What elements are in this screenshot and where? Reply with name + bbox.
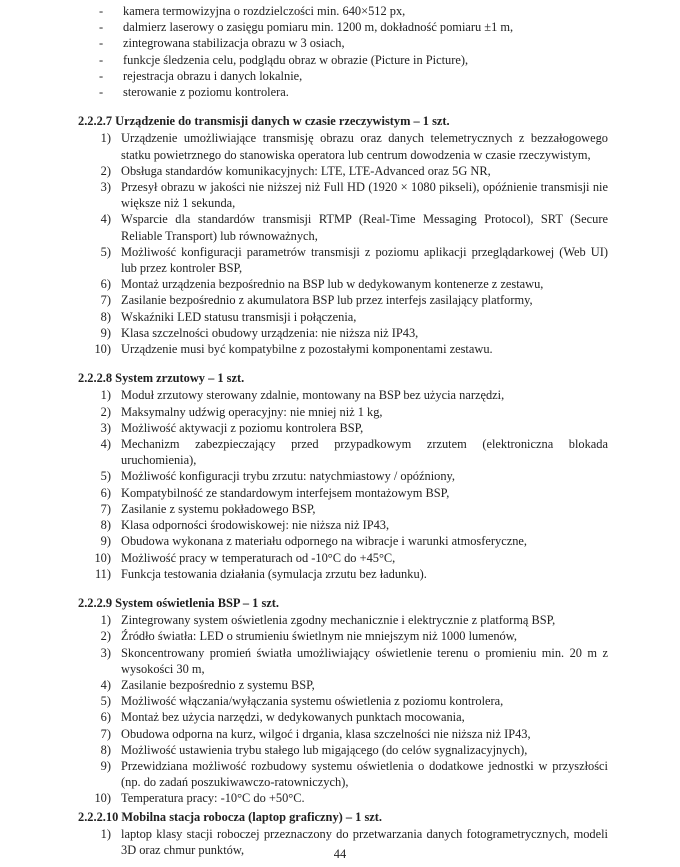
numbered-list-item	[78, 693, 608, 709]
requirement-text: Moduł zrzutowy sterowany zdalnie, montowany na BSP bez użycia narzędzi,	[121, 388, 505, 403]
numbered-list-item	[78, 387, 608, 403]
item-number-marker: 5)	[100, 469, 111, 484]
requirement-text: Możliwość aktywacji z poziomu kontrolera BSP,	[121, 420, 364, 435]
requirement-text: Kompatybilność ze standardowym interfejsem montażowym BSP,	[121, 485, 450, 500]
item-number-marker: 3)	[100, 420, 111, 435]
requirement-text: Możliwość ustawienia trybu stałego lub migającego (do celów sygnalizacyjnych),	[121, 742, 528, 757]
numbered-list-item	[78, 404, 608, 420]
numbered-list-item	[78, 550, 608, 566]
numbered-list-item	[78, 309, 608, 325]
item-number-marker: 3)	[100, 180, 111, 195]
bullet-list-item	[78, 52, 608, 68]
requirement-text: Klasa szczelności obudowy urządzenia: nie niższa niż IP43,	[121, 325, 419, 340]
requirement-text: Skoncentrowany promień światła umożliwiający oświetlenie terenu o promieniu min. 20 m z wysokości 30 m,	[121, 645, 608, 676]
numbered-list-item	[78, 341, 608, 357]
item-number-marker: 7)	[100, 501, 111, 516]
requirement-text: Temperatura pracy: -10°C do +50°C.	[121, 791, 305, 806]
section-2-2-2-7	[78, 113, 608, 357]
requirement-text: Zasilanie bezpośrednio z akumulatora BSP lub przez interfejs zasilający platformy,	[121, 293, 533, 308]
requirement-text: Urządzenie musi być kompatybilne z pozostałymi komponentami zestawu.	[121, 342, 493, 357]
numbered-list-item	[78, 325, 608, 341]
item-number-marker: 9)	[100, 325, 111, 340]
requirement-text: Obsługa standardów komunikacyjnych: LTE, LTE-Advanced oraz 5G NR,	[121, 163, 491, 178]
numbered-list-item	[78, 420, 608, 436]
numbered-list-item	[78, 292, 608, 308]
dash-bullet-marker: -	[99, 20, 104, 35]
item-number-marker: 6)	[100, 485, 111, 500]
item-number-marker: 4)	[100, 437, 111, 452]
numbered-list-item	[78, 485, 608, 501]
requirement-text: Obudowa wykonana z materiału odpornego na wibracje i warunki atmosferyczne,	[121, 534, 527, 549]
item-number-marker: 1)	[100, 131, 111, 146]
numbered-list-item	[78, 501, 608, 517]
numbered-list-item	[78, 790, 608, 806]
requirement-text: Przesył obrazu w jakości nie niższej niż Full HD (1920 × 1080 pikseli), opóźnienie transmisji nie większe niż 1 sekunda,	[121, 180, 608, 211]
numbered-list-item	[78, 709, 608, 725]
numbered-list-item	[78, 645, 608, 677]
bullet-item-text: dalmierz laserowy o zasięgu pomiaru min. 1200 m, dokładność pomiaru ±1 m,	[123, 20, 514, 35]
dash-bullet-marker: -	[99, 85, 104, 100]
bullet-item-text: zintegrowana stabilizacja obrazu w 3 osiach,	[123, 36, 345, 51]
bullet-item-text: rejestracja obrazu i danych lokalnie,	[123, 68, 303, 83]
item-number-marker: 10)	[94, 791, 111, 806]
bullet-list-item	[78, 35, 608, 51]
requirement-text: Zintegrowany system oświetlenia zgodny mechanicznie i elektrycznie z platformą BSP,	[121, 613, 556, 628]
numbered-requirements-list	[78, 130, 608, 357]
bullet-list-item	[78, 68, 608, 84]
dash-bullet-marker: -	[99, 68, 104, 83]
bullet-item-text: funkcje śledzenia celu, podglądu obraz w obrazie (Picture in Picture),	[123, 52, 469, 67]
numbered-requirements-list	[78, 387, 608, 581]
bullet-item-text: kamera termowizyjna o rozdzielczości min. 640×512 px,	[123, 4, 406, 18]
dash-bullet-marker: -	[99, 4, 104, 18]
bullet-item-text: sterowanie z poziomu kontrolera.	[123, 85, 289, 100]
requirement-text: Mechanizm zabezpieczający przed przypadkowym zrzutem (elektroniczna blokada uruchomienia),	[121, 437, 608, 468]
section-heading: 2.2.2.10 Mobilna stacja robocza (laptop graficzny) – 1 szt.	[78, 809, 382, 824]
numbered-list-item	[78, 726, 608, 742]
requirement-text: Możliwość włączania/wyłączania systemu oświetlenia z poziomu kontrolera,	[121, 694, 504, 709]
item-number-marker: 11)	[94, 566, 111, 581]
numbered-list-item	[78, 742, 608, 758]
item-number-marker: 3)	[100, 645, 111, 660]
requirement-text: Montaż urządzenia bezpośrednio na BSP lub w dedykowanym kontenerze z zestawu,	[121, 277, 544, 292]
item-number-marker: 2)	[100, 163, 111, 178]
item-number-marker: 8)	[100, 518, 111, 533]
requirement-text: Funkcja testowania działania (symulacja zrzutu bez ładunku).	[121, 566, 427, 581]
item-number-marker: 2)	[100, 629, 111, 644]
item-number-marker: 4)	[100, 677, 111, 692]
item-number-marker: 10)	[94, 342, 111, 357]
item-number-marker: 6)	[100, 710, 111, 725]
item-number-marker: 5)	[100, 244, 111, 259]
numbered-list-item	[78, 533, 608, 549]
bullet-list-item	[78, 3, 608, 19]
numbered-list-item	[78, 517, 608, 533]
requirement-text: Klasa odporności środowiskowej: nie niższa niż IP43,	[121, 518, 390, 533]
item-number-marker: 10)	[94, 550, 111, 565]
numbered-list-item	[78, 677, 608, 693]
requirement-text: Zasilanie z systemu pokładowego BSP,	[121, 501, 316, 516]
numbered-list-item	[78, 612, 608, 628]
bullet-list-item	[78, 84, 608, 100]
numbered-list-item	[78, 163, 608, 179]
section-heading: 2.2.2.8 System zrzutowy – 1 szt.	[78, 371, 245, 386]
requirement-text: Urządzenie umożliwiające transmisję obrazu oraz danych telemetrycznych z bezzałogowego statku powietrznego do stanowiska operatora lub centrum dowodzenia w czasie rzeczywistym,	[121, 131, 608, 162]
requirement-text: Możliwość pracy w temperaturach od -10°C do +45°C,	[121, 550, 396, 565]
item-number-marker: 5)	[100, 694, 111, 709]
numbered-list-item	[78, 244, 608, 276]
section-2-2-2-8	[78, 370, 608, 582]
item-number-marker: 9)	[100, 534, 111, 549]
item-number-marker: 9)	[100, 758, 111, 773]
numbered-list-item	[78, 468, 608, 484]
numbered-list-item	[78, 130, 608, 162]
requirement-text: Źródło światła: LED o strumieniu świetlnym nie mniejszym niż 1000 lumenów,	[121, 629, 517, 644]
bullet-list-item	[78, 19, 608, 35]
item-number-marker: 1)	[100, 388, 111, 403]
item-number-marker: 8)	[100, 309, 111, 324]
requirement-text: Przewidziana możliwość rozbudowy systemu oświetlenia o dodatkowe jednostki w przyszłości (np. do zadań poszukiwawczo-ratowniczych),	[121, 758, 608, 790]
requirement-text: Możliwość konfiguracji parametrów transmisji z poziomu aplikacji przeglądarkowej (Web UI) lub przez kontroler BSP,	[121, 244, 608, 276]
numbered-list-item	[78, 628, 608, 644]
numbered-list-item	[78, 436, 608, 468]
numbered-list-item	[78, 276, 608, 292]
item-number-marker: 1)	[100, 826, 111, 841]
page-number: 44	[333, 846, 347, 861]
item-number-marker: 7)	[100, 726, 111, 741]
item-number-marker: 4)	[100, 212, 111, 227]
requirement-text: Montaż bez użycia narzędzi, w dedykowanych punktach mocowania,	[121, 710, 465, 725]
requirement-text: Wskaźniki LED statusu transmisji i połączenia,	[121, 309, 357, 324]
dash-bullet-marker: -	[99, 36, 104, 51]
requirement-text: Możliwość konfiguracji trybu zrzutu: natychmiastowy / opóźniony,	[121, 469, 456, 484]
section-2-2-2-9	[78, 595, 608, 807]
item-number-marker: 7)	[100, 293, 111, 308]
dash-bullet-marker: -	[99, 52, 104, 67]
numbered-list-item	[78, 211, 608, 243]
requirement-text: laptop klasy stacji roboczej przeznaczony do przetwarzania danych fotogrametrycznych, modeli 3D oraz chmur punktów,	[121, 826, 608, 857]
item-number-marker: 1)	[100, 613, 111, 628]
section-heading: 2.2.2.7 Urządzenie do transmisji danych w czasie rzeczywistym – 1 szt.	[78, 114, 450, 129]
item-number-marker: 2)	[100, 404, 111, 419]
numbered-requirements-list	[78, 612, 608, 806]
item-number-marker: 8)	[100, 742, 111, 757]
item-number-marker: 6)	[100, 277, 111, 292]
intro-bullet-list	[78, 3, 608, 100]
numbered-list-item	[78, 566, 608, 582]
requirement-text: Zasilanie bezpośrednio z systemu BSP,	[121, 677, 315, 692]
requirement-text: Wsparcie dla standardów transmisji RTMP (Real-Time Messaging Protocol), SRT (Secure Reliable Transport) lub równoważnych,	[121, 212, 608, 243]
requirement-text: Obudowa odporna na kurz, wilgoć i drgania, klasa szczelności nie niższa niż IP43,	[121, 726, 531, 741]
numbered-list-item	[78, 179, 608, 211]
numbered-list-item	[78, 758, 608, 790]
section-heading: 2.2.2.9 System oświetlenia BSP – 1 szt.	[78, 595, 279, 610]
requirement-text: Maksymalny udźwig operacyjny: nie mniej niż 1 kg,	[121, 404, 383, 419]
